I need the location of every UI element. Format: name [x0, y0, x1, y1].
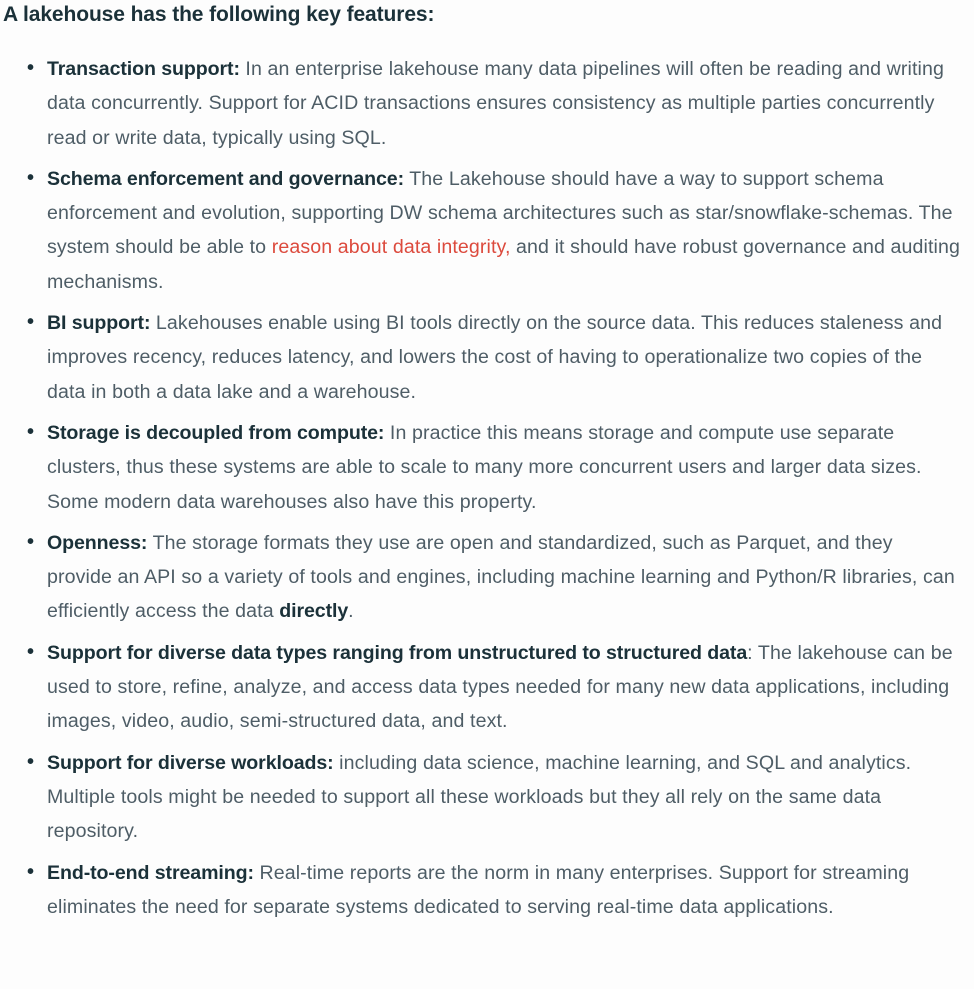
feature-description: Lakehouses enable using BI tools directly on the source data. This reduces staleness and improves recency, reduces latency, and lowers the cost of having to operationalize two copies of the data in both a data lake and a warehouse. — [47, 312, 943, 403]
bullet-icon: • — [27, 530, 35, 553]
feature-term-end-to-end-streaming: End-to-end streaming: — [47, 861, 254, 884]
feature-term-schema-enforcement: Schema enforcement and governance: — [47, 167, 405, 190]
feature-description: The storage formats they use are open and standardized, such as Parquet, and they provide an API so a variety of tools and engines, including machine learning and Python/R libraries, can efficiently access the data — [47, 531, 955, 623]
list-item — [27, 416, 962, 519]
feature-description: . — [348, 600, 354, 623]
feature-term-bi-support: BI support: — [47, 312, 151, 335]
emphasis-directly: directly — [279, 600, 349, 623]
feature-description: Real-time reports are the norm in many enterprises. Support for streaming eliminates the need for separate systems dedicated to serving real-time data applications. — [47, 861, 910, 918]
feature-description: The Lakehouse should have a way to support schema enforcement and evolution, supporting DW schema architectures such as star/snowflake-schemas. The system should be able to — [47, 167, 953, 259]
bullet-icon: • — [27, 750, 35, 773]
list-item — [27, 856, 962, 925]
bullet-icon: • — [27, 640, 35, 663]
list-item — [27, 526, 962, 629]
feature-term-openness: Openness: — [47, 531, 148, 554]
list-item — [27, 306, 962, 409]
list-item — [27, 746, 962, 849]
feature-term-diverse-workloads: Support for diverse workloads: — [47, 751, 334, 774]
page-title: A lakehouse has the following key features: — [3, 3, 435, 26]
feature-description: In an enterprise lakehouse many data pipelines will often be reading and writing data concurrently. Support for ACID transactions ensures consistency as multiple parties concurrently read or write data, typically using SQL. — [47, 58, 944, 149]
feature-description: including data science, machine learning, and SQL and analytics. Multiple tools might be needed to support all these workloads but they all rely on the same data repository. — [47, 751, 912, 843]
feature-description: and it should have robust governance and auditing mechanisms. — [47, 236, 960, 293]
bullet-icon: • — [27, 57, 35, 79]
list-item — [27, 636, 962, 739]
reason-about-data-integrity-link[interactable]: reason about data integrity, — [271, 236, 511, 259]
bullet-icon: • — [27, 166, 35, 189]
feature-description: : The lakehouse can be used to store, refine, analyze, and access data types needed for many new data applications, including images, video, audio, semi-structured data, and text. — [47, 641, 953, 733]
list-item — [27, 162, 962, 299]
feature-term-transaction-support: Transaction support: — [47, 58, 240, 80]
bullet-icon: • — [27, 420, 35, 443]
bullet-icon: • — [27, 860, 35, 883]
feature-term-storage-decoupled: Storage is decoupled from compute: — [47, 421, 385, 444]
features-list — [3, 52, 962, 924]
bullet-icon: • — [27, 311, 35, 334]
feature-term-diverse-data-types: Support for diverse data types ranging from unstructured to structured data — [47, 641, 748, 664]
list-item — [27, 52, 962, 155]
feature-description: In practice this means storage and compute use separate clusters, thus these systems are able to scale to many more concurrent users and larger data sizes. Some modern data warehouses also have this property. — [47, 421, 922, 513]
